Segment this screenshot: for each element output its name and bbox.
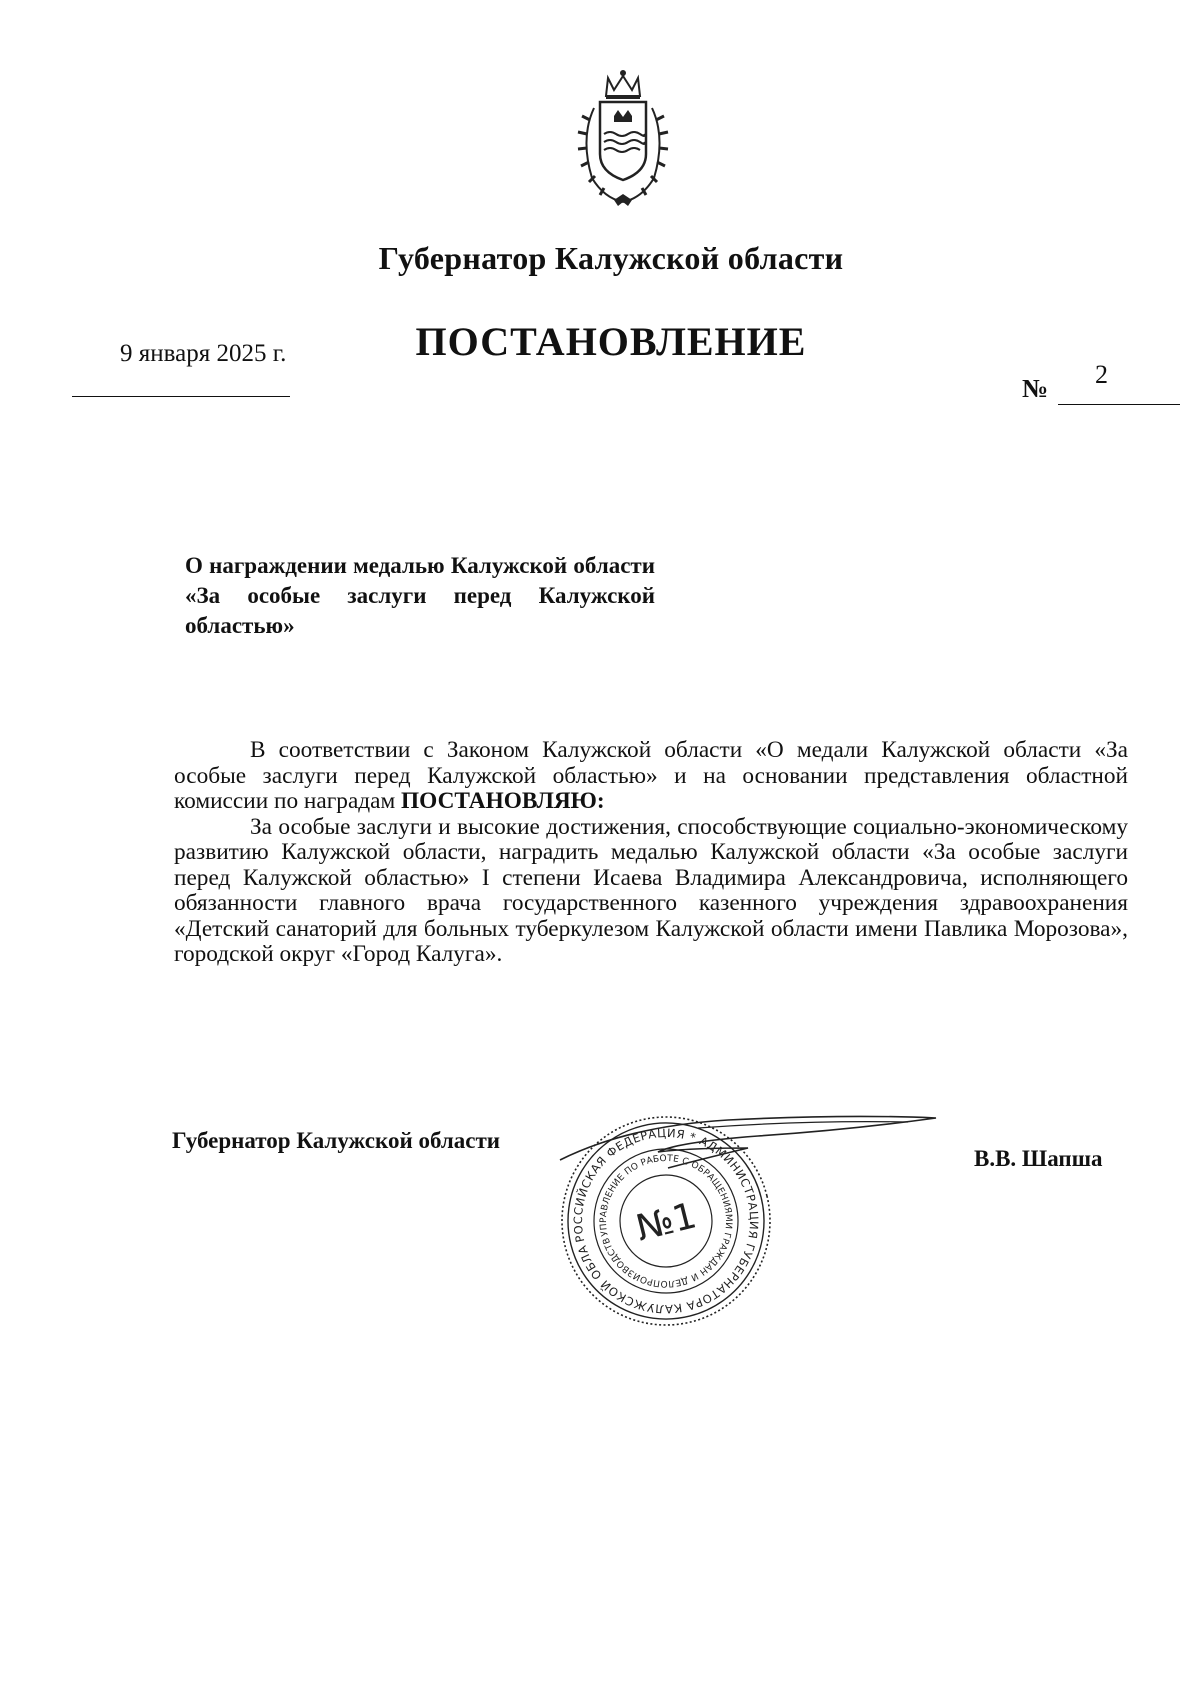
signatory-name: В.В. Шапша <box>974 1146 1103 1171</box>
signatory-title: Губернатор Калужской области <box>172 1128 501 1153</box>
seal-inner-text: УПРАВЛЕНИЕ ПО РАБОТЕ С ОБРАЩЕНИЯМИ ГРАЖДАН И ДЕЛОПРОИЗВОДСТВУ <box>598 1153 734 1289</box>
document-number-value: 2 <box>1095 360 1108 389</box>
date-underline <box>72 396 290 397</box>
official-seal-icon <box>556 1110 776 1332</box>
document-date: 9 января 2025 г. <box>120 340 287 367</box>
body-paragraph-1-text: В соответствии с Законом Калужской области «О медали Калужской области «За особые заслуги перед Калужской областью» и на основании представления областной комиссии по наградам <box>174 737 1128 814</box>
document-number-label: № <box>1022 374 1049 403</box>
document-body <box>174 738 1128 968</box>
issuing-authority: Губернатор Калужской области <box>378 240 844 276</box>
body-paragraph-2: За особые заслуги и высокие достижения, способствующие социально-экономическому развитию Калужской области, наградить медалью Калужской области «За особые заслуги перед Калужской областью» I степени Исаева Владимира Александровича, исполняющего обязанности главного врача государственного казенного учреждения здравоохранения «Детский санаторий для больных туберкулезом Калужской области имени Павлика Морозова», городской округ «Город Калуга». <box>174 813 1128 967</box>
coat-of-arms-icon <box>570 68 676 208</box>
body-paragraph-1 <box>174 738 1128 815</box>
document-type-title: ПОСТАНОВЛЕНИЕ <box>415 319 807 364</box>
seal-ring-text: РОССИЙСКАЯ ФЕДЕРАЦИЯ * АДМИНИСТРАЦИЯ ГУБЕРНАТОРА КАЛУЖСКОЙ ОБЛАСТИ <box>570 1125 762 1317</box>
resolve-keyword: ПОСТАНОВЛЯЮ: <box>401 788 605 814</box>
document-subject: О награждении медалью Калужской области «За особые заслуги перед Калужской областью» <box>185 553 655 638</box>
seal-center-text: №1 <box>632 1195 701 1250</box>
number-underline <box>1058 404 1180 405</box>
